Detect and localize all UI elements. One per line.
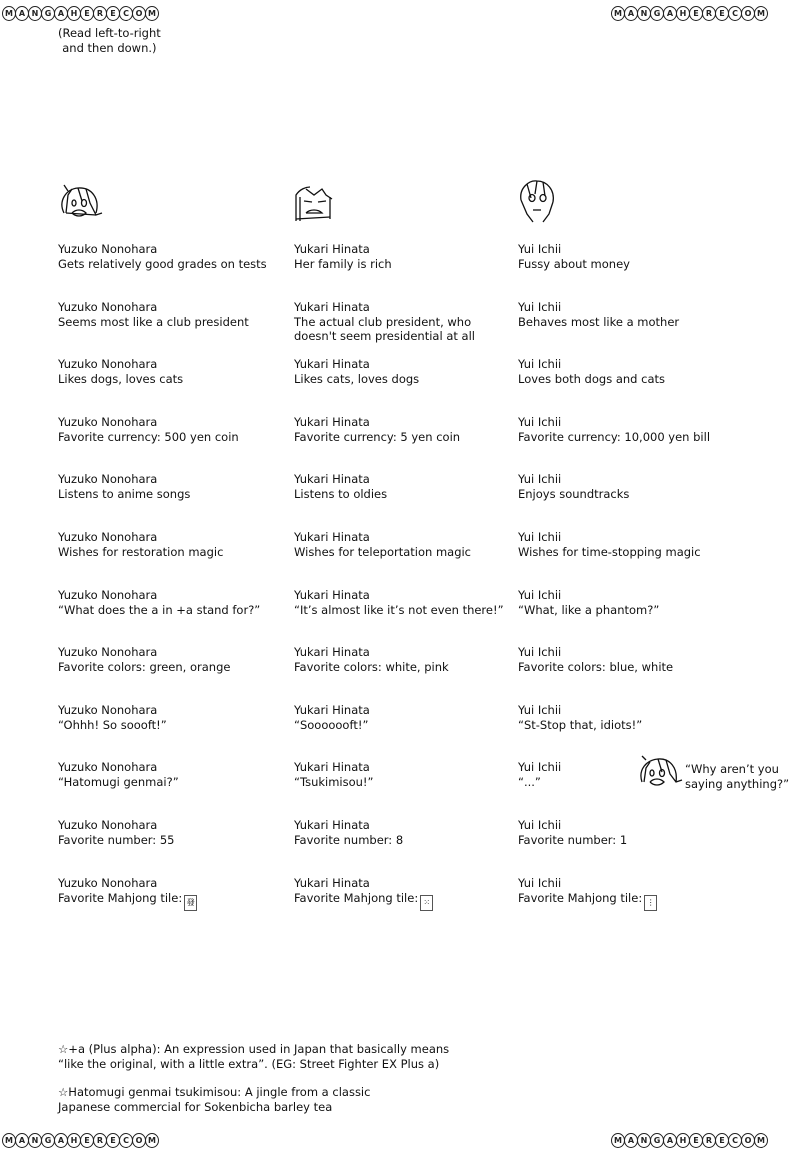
trait-label: Favorite currency: 5 yen coin (294, 429, 461, 444)
trait-label: Favorite currency: 10,000 yen bill (518, 429, 711, 444)
watermark-letter: H (676, 6, 690, 21)
profile-entry (518, 818, 738, 847)
yuzuko-face-icon (56, 183, 104, 223)
profile-entry (294, 415, 514, 444)
watermark-letter: M (754, 6, 768, 21)
trait-text (58, 372, 278, 387)
character-name: Yukari Hinata (294, 415, 370, 429)
watermark-letter: O (132, 1133, 146, 1148)
character-name: Yukari Hinata (294, 818, 370, 832)
trait-text (294, 257, 514, 272)
watermark-letter: A (663, 6, 677, 21)
watermark-letter: A (624, 1133, 638, 1148)
character-name: Yuzuko Nonohara (58, 415, 158, 429)
trait-text (518, 487, 738, 502)
profile-entry (294, 357, 514, 386)
trait-label: “St-Stop that, idiots!” (518, 717, 643, 732)
trait-text (58, 315, 278, 330)
trait-text (294, 833, 514, 848)
trait-label: “Hatomugi genmai?” (58, 774, 179, 789)
profile-entry (58, 876, 278, 911)
trait-label: “What, like a phantom?” (518, 602, 660, 617)
character-name: Yuzuko Nonohara (58, 300, 158, 314)
trait-text (58, 833, 278, 848)
profile-entry (294, 530, 514, 559)
footnote-plus-alpha (58, 1042, 449, 1072)
trait-text (294, 315, 514, 330)
profile-entry (294, 760, 514, 789)
watermark-letter: E (715, 6, 729, 21)
watermark-letter: M (2, 6, 16, 21)
profile-entry (294, 703, 514, 732)
trait-label: Seems most like a club president (58, 314, 249, 329)
character-name: Yuzuko Nonohara (58, 818, 158, 832)
watermark-letter: M (754, 1133, 768, 1148)
trait-text (518, 833, 738, 848)
trait-text (294, 660, 514, 675)
profile-entry (518, 645, 738, 674)
profile-entry (58, 357, 278, 386)
trait-text (58, 775, 278, 790)
trait-label: Favorite colors: green, orange (58, 659, 231, 674)
character-name: Yuzuko Nonohara (58, 242, 158, 256)
watermark-letter: C (728, 6, 742, 21)
trait-label: Likes dogs, loves cats (58, 371, 184, 386)
character-name: Yuzuko Nonohara (58, 588, 158, 602)
profile-entry (58, 645, 278, 674)
watermark-letter: O (741, 6, 755, 21)
watermark-letter: M (145, 1133, 159, 1148)
trait-text (58, 660, 278, 675)
trait-text (518, 315, 738, 330)
profile-entry (58, 415, 278, 444)
footnote-1-line-2: “like the original, with a little extra”. (EG: Street Fighter EX Plus a) (58, 1057, 440, 1071)
character-name: Yukari Hinata (294, 530, 370, 544)
character-name: Yukari Hinata (294, 242, 370, 256)
trait-label: Favorite Mahjong tile: (58, 890, 183, 905)
profile-entry (518, 242, 738, 271)
watermark-letter: R (93, 6, 107, 21)
watermark-letter: G (41, 6, 55, 21)
character-name: Yui Ichii (518, 415, 562, 429)
trait-label: Gets relatively good grades on tests (58, 256, 267, 271)
profile-entry (294, 876, 514, 911)
trait-text-line-2: doesn't seem presidential at all (294, 329, 475, 343)
character-name: Yui Ichii (518, 588, 562, 602)
character-name: Yui Ichii (518, 357, 562, 371)
trait-label: Listens to anime songs (58, 486, 191, 501)
watermark-letter: R (93, 1133, 107, 1148)
watermark-letter: G (650, 1133, 664, 1148)
trait-text (294, 775, 514, 790)
watermark-letter: E (106, 1133, 120, 1148)
character-name: Yuzuko Nonohara (58, 530, 158, 544)
character-name: Yukari Hinata (294, 300, 370, 314)
trait-label: Favorite colors: white, pink (294, 659, 449, 674)
watermark-letter: A (663, 1133, 677, 1148)
yui-face-icon (515, 178, 559, 228)
trait-text (294, 718, 514, 733)
watermark-letter: H (676, 1133, 690, 1148)
profile-entry (518, 472, 738, 501)
trait-text (58, 891, 278, 911)
trait-label: “Sooooooft!” (294, 717, 369, 732)
trait-text (294, 487, 514, 502)
watermark-letter: M (2, 1133, 16, 1148)
profile-entry (294, 242, 514, 271)
watermark-top-right (612, 6, 768, 21)
trait-text (294, 603, 514, 618)
watermark-letter: E (689, 1133, 703, 1148)
footnote-2-line-2: Japanese commercial for Sokenbicha barley tea (58, 1100, 333, 1114)
character-name: Yui Ichii (518, 530, 562, 544)
trait-text (518, 718, 738, 733)
mahjong-tile-icon: ⋮ (644, 895, 657, 911)
character-name: Yukari Hinata (294, 588, 370, 602)
character-name: Yukari Hinata (294, 760, 370, 774)
trait-label: Likes cats, loves dogs (294, 371, 420, 386)
trait-text (294, 545, 514, 560)
profile-entry (294, 300, 514, 344)
character-name: Yuzuko Nonohara (58, 357, 158, 371)
character-name: Yui Ichii (518, 703, 562, 717)
profile-entry (518, 588, 738, 617)
trait-label: Loves both dogs and cats (518, 371, 666, 386)
character-name: Yuzuko Nonohara (58, 645, 158, 659)
watermark-letter: O (132, 6, 146, 21)
trait-text (518, 891, 738, 911)
watermark-letter: E (715, 1133, 729, 1148)
trait-label: “...” (518, 774, 541, 789)
trait-text (518, 430, 738, 445)
side-remark (685, 762, 789, 791)
watermark-letter: A (54, 6, 68, 21)
trait-text (58, 430, 278, 445)
profile-entry (518, 415, 738, 444)
trait-text (58, 545, 278, 560)
trait-label: Her family is rich (294, 256, 392, 271)
watermark-letter: M (145, 6, 159, 21)
watermark-letter: A (624, 6, 638, 21)
trait-text (58, 718, 278, 733)
watermark-letter: E (689, 6, 703, 21)
watermark-letter: N (28, 6, 42, 21)
trait-text (518, 257, 738, 272)
watermark-letter: O (741, 1133, 755, 1148)
trait-label: Listens to oldies (294, 486, 388, 501)
character-name: Yukari Hinata (294, 357, 370, 371)
character-name: Yukari Hinata (294, 472, 370, 486)
watermark-letter: M (611, 6, 625, 21)
watermark-letter: E (106, 6, 120, 21)
character-name: Yukari Hinata (294, 645, 370, 659)
side-remark-line-1: “Why aren’t you (685, 762, 779, 776)
watermark-letter: A (15, 6, 29, 21)
character-name: Yui Ichii (518, 472, 562, 486)
trait-label: Wishes for restoration magic (58, 544, 224, 559)
trait-label: Favorite colors: blue, white (518, 659, 674, 674)
character-name: Yuzuko Nonohara (58, 472, 158, 486)
trait-label: Favorite Mahjong tile: (518, 890, 643, 905)
trait-text (58, 487, 278, 502)
profile-entry (58, 760, 278, 789)
profile-entry (294, 645, 514, 674)
character-name: Yui Ichii (518, 242, 562, 256)
watermark-letter: N (637, 1133, 651, 1148)
profile-entry (58, 818, 278, 847)
intro-line-1: (Read left-to-right (58, 26, 161, 40)
trait-text (294, 891, 514, 911)
trait-text (518, 372, 738, 387)
profile-entry (58, 530, 278, 559)
watermark-letter: A (54, 1133, 68, 1148)
watermark-letter: E (80, 1133, 94, 1148)
watermark-letter: M (611, 1133, 625, 1148)
footnote-2-line-1: ☆Hatomugi genmai tsukimisou: A jingle from a classic (58, 1085, 371, 1099)
reading-instruction (58, 26, 161, 56)
watermark-letter: N (28, 1133, 42, 1148)
trait-text (58, 603, 278, 618)
trait-label: Behaves most like a mother (518, 314, 680, 329)
trait-label: “What does the a in +a stand for?” (58, 602, 261, 617)
profile-entry (518, 530, 738, 559)
watermark-letter: H (67, 1133, 81, 1148)
mahjong-tile-icon: ⁙ (420, 895, 433, 911)
trait-label: Favorite number: 55 (58, 832, 175, 847)
profile-entry (58, 472, 278, 501)
watermark-letter: A (15, 1133, 29, 1148)
profile-entry (294, 818, 514, 847)
watermark-letter: G (41, 1133, 55, 1148)
profile-entry (294, 588, 514, 617)
watermark-letter: C (728, 1133, 742, 1148)
profile-entry (518, 300, 738, 329)
trait-text (518, 545, 738, 560)
watermark-letter: H (67, 6, 81, 21)
profile-entry (58, 703, 278, 732)
yukari-face-icon (292, 185, 336, 225)
watermark-letter: R (702, 6, 716, 21)
trait-label: “It’s almost like it’s not even there!” (294, 602, 504, 617)
trait-label: “Ohhh! So soooft!” (58, 717, 167, 732)
character-name: Yuzuko Nonohara (58, 876, 158, 890)
yuzuko-small-face-icon (636, 754, 684, 792)
trait-text (518, 603, 738, 618)
trait-label: Wishes for time-stopping magic (518, 544, 701, 559)
character-name: Yui Ichii (518, 876, 562, 890)
trait-label: Enjoys soundtracks (518, 486, 630, 501)
trait-label: “Tsukimisou!” (294, 774, 374, 789)
character-name: Yui Ichii (518, 760, 562, 774)
trait-label: Favorite Mahjong tile: (294, 890, 419, 905)
character-name: Yukari Hinata (294, 703, 370, 717)
profile-entry (58, 242, 278, 271)
trait-label: Wishes for teleportation magic (294, 544, 472, 559)
watermark-letter: C (119, 6, 133, 21)
trait-text (518, 660, 738, 675)
character-name: Yui Ichii (518, 300, 562, 314)
trait-label: Fussy about money (518, 256, 630, 271)
character-name: Yui Ichii (518, 645, 562, 659)
watermark-top-left (3, 6, 159, 21)
trait-label: Favorite number: 1 (518, 832, 628, 847)
trait-text (58, 257, 278, 272)
profile-entry (518, 357, 738, 386)
footnote-1-line-1: ☆+a (Plus alpha): An expression used in Japan that basically means (58, 1042, 450, 1056)
watermark-letter: G (650, 6, 664, 21)
profile-entry (58, 588, 278, 617)
intro-line-2: and then down.) (62, 41, 157, 55)
trait-text (294, 430, 514, 445)
trait-label: Favorite currency: 500 yen coin (58, 429, 239, 444)
watermark-bottom-right (612, 1133, 768, 1148)
trait-label: The actual club president, who (294, 314, 472, 329)
trait-label: Favorite number: 8 (294, 832, 404, 847)
side-remark-line-2: saying anything?” (685, 776, 790, 791)
profile-entry (58, 300, 278, 329)
character-name: Yuzuko Nonohara (58, 703, 158, 717)
mahjong-tile-icon: 發 (184, 895, 197, 911)
watermark-bottom-left (3, 1133, 159, 1148)
profile-entry (518, 876, 738, 911)
character-name: Yuzuko Nonohara (58, 760, 158, 774)
footnote-hatomugi (58, 1085, 370, 1115)
watermark-letter: E (80, 6, 94, 21)
profile-entry (294, 472, 514, 501)
watermark-letter: C (119, 1133, 133, 1148)
watermark-letter: R (702, 1133, 716, 1148)
trait-text (294, 372, 514, 387)
character-name: Yukari Hinata (294, 876, 370, 890)
profile-entry (518, 703, 738, 732)
character-name: Yui Ichii (518, 818, 562, 832)
watermark-letter: N (637, 6, 651, 21)
